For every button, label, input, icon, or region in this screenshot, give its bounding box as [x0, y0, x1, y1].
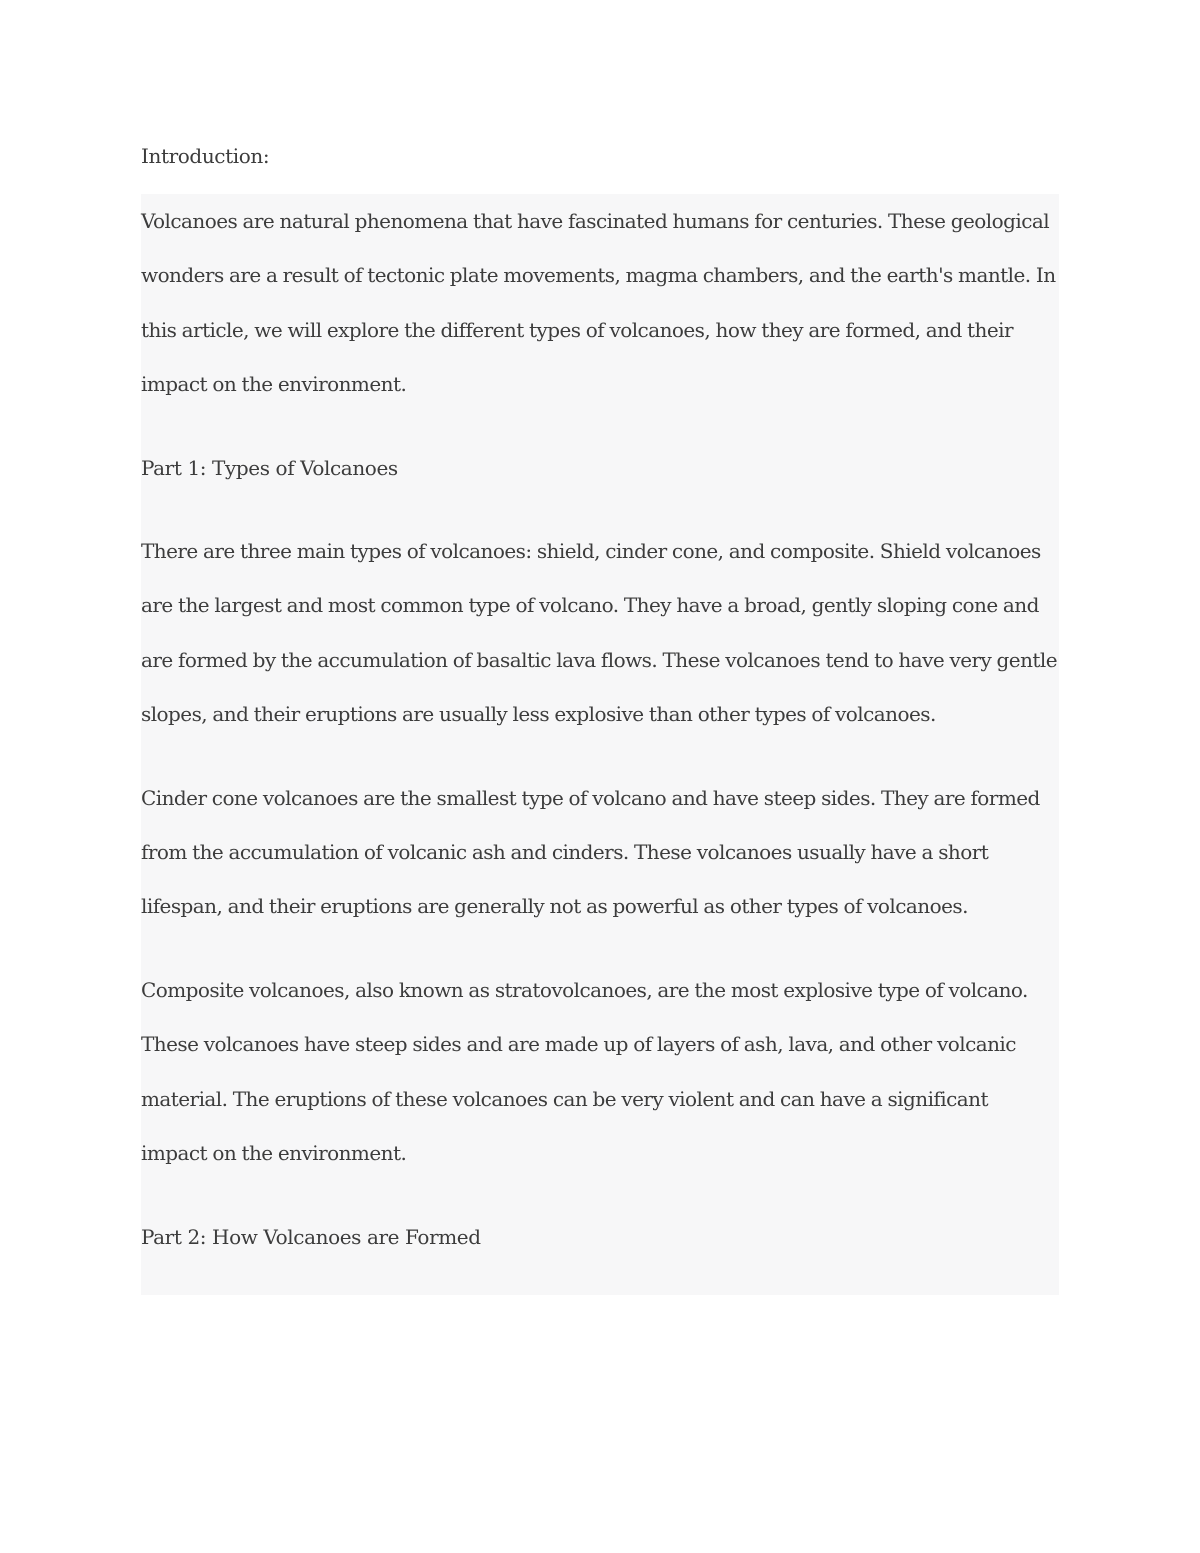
- part1-paragraph-cinder-cone: Cinder cone volcanoes are the smallest type of volcano and have steep sides. They are formed from the accumulation of volcanic ash and cinders. These volcanoes usually have a short lifespan, and their eruptions are generally not as powerful as other types of volcanoes.: [141, 785, 1040, 919]
- intro-heading: Introduction:: [141, 144, 270, 168]
- intro-paragraph: Volcanoes are natural phenomena that have fascinated humans for centuries. These geological wonders are a result of tectonic plate movements, magma chambers, and the earth's mantle. In this article, we will explore the different types of volcanoes, how they are formed, and their impact on the environment.: [141, 209, 1056, 397]
- spacer: [141, 934, 1059, 963]
- part2-heading: Part 2: How Volcanoes are Formed: [141, 1224, 481, 1249]
- part1-paragraph-composite: Composite volcanoes, also known as stratovolcanoes, are the most explosive type of volcano. These volcanoes have steep sides and are made up of layers of ash, lava, and other volcanic material. The eruptions of these volcanoes can be very violent and can have a significant impact on the environment.: [141, 977, 1028, 1166]
- article-body: [141, 194, 1059, 1295]
- spacer: [141, 495, 1059, 524]
- spacer: [141, 742, 1059, 771]
- part1-heading: Part 1: Types of Volcanoes: [141, 455, 398, 480]
- spacer: [141, 412, 1059, 441]
- part1-paragraph-shield: There are three main types of volcanoes: shield, cinder cone, and composite. Shield volcanoes are the largest and most common type of volcano. They have a broad, gently sloping cone and are formed by the accumulation of basaltic lava flows. These volcanoes tend to have very gentle slopes, and their eruptions are usually less explosive than other types of volcanoes.: [141, 539, 1058, 727]
- spacer: [141, 1181, 1059, 1210]
